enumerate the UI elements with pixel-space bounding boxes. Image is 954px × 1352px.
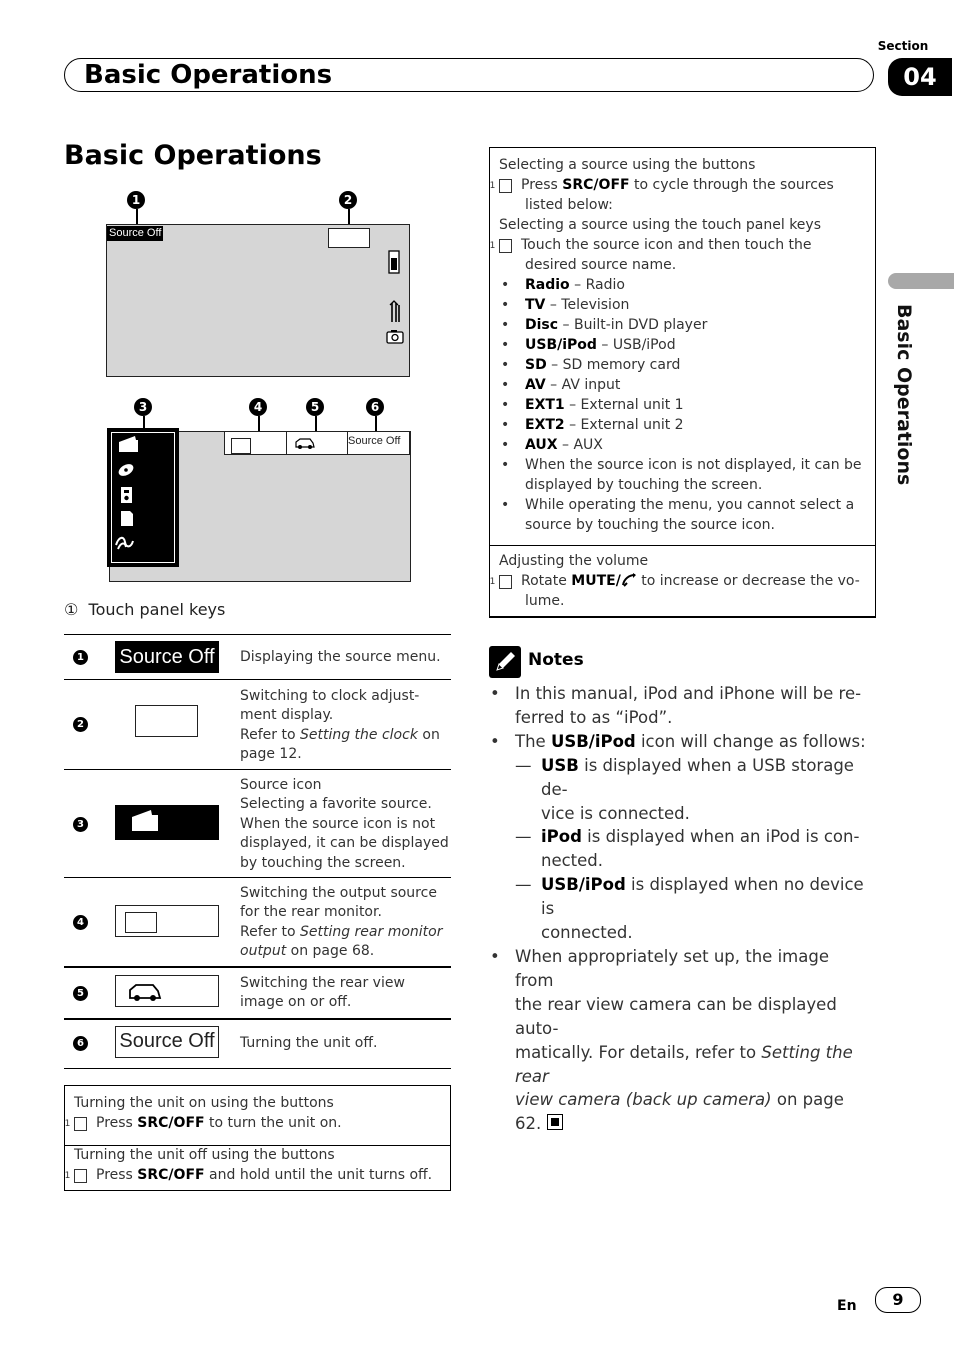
source-item: • EXT1 – External unit 1 bbox=[499, 395, 866, 415]
camera-icon bbox=[387, 330, 403, 343]
figure-caption bbox=[64, 600, 225, 619]
key-row-2 bbox=[64, 679, 451, 770]
key-image-source-off: Source Off bbox=[115, 641, 219, 673]
side-tab-marker bbox=[888, 273, 954, 289]
bottom-key-row bbox=[224, 431, 410, 455]
key-row-1 bbox=[64, 634, 451, 680]
source-buttons-title: Selecting a source using the buttons bbox=[499, 157, 756, 173]
bottom-source-off-key: Source Off bbox=[348, 435, 401, 447]
key-desc: Displaying the source menu. bbox=[240, 649, 441, 665]
callout-1: 1 bbox=[127, 191, 145, 209]
key-number: 2 bbox=[73, 717, 88, 732]
radio-source-icon bbox=[115, 805, 219, 840]
note-subitem: — USB is displayed when a USB storage de- vice is connected. bbox=[489, 754, 869, 826]
key-image-clock bbox=[135, 705, 198, 737]
screen-source-off-key: Source Off bbox=[109, 227, 162, 239]
source-touch-step: 1 Touch the source icon and then touch the desired source name. bbox=[489, 237, 812, 273]
source-note: • While operating the menu, you cannot select a source by touching the source icon. bbox=[499, 495, 866, 535]
power-operation-box bbox=[64, 1085, 451, 1191]
key-desc: Source icon Selecting a favorite source. When the source icon is not displayed, it can be displayed by touching the screen. bbox=[240, 777, 449, 871]
callout-3-pointer bbox=[143, 416, 145, 428]
key-desc: Switching the rear view image on or off. bbox=[240, 975, 405, 1011]
screen-clock-key bbox=[328, 228, 370, 248]
car-icon bbox=[116, 976, 220, 1008]
power-on-title: Turning the unit on using the buttons bbox=[74, 1095, 334, 1111]
note-item: • The USB/iPod icon will change as follows: bbox=[489, 730, 869, 754]
source-item: • AUX – AUX bbox=[499, 435, 866, 455]
source-icons bbox=[111, 432, 175, 563]
aux-source-icon bbox=[116, 538, 133, 549]
power-on-section bbox=[65, 1086, 450, 1146]
key-image-source-icon bbox=[115, 805, 219, 840]
source-item: • SD – SD memory card bbox=[499, 355, 866, 375]
note-item: • In this manual, iPod and iPhone will be re- ferred to as “iPod”. bbox=[489, 682, 869, 730]
source-section bbox=[490, 148, 875, 546]
source-buttons-step: 1 Press SRC/OFF to cycle through the sources listed below: bbox=[489, 177, 834, 213]
source-touch-title: Selecting a source using the touch panel keys bbox=[499, 217, 821, 233]
source-item: • TV – Television bbox=[499, 295, 866, 315]
page-number: 9 bbox=[875, 1287, 921, 1313]
key-number: 3 bbox=[73, 817, 88, 832]
screen-side-icons bbox=[386, 250, 404, 346]
pencil-icon bbox=[489, 646, 521, 678]
section-number: 04 bbox=[888, 58, 952, 96]
source-item: • Disc – Built-in DVD player bbox=[499, 315, 866, 335]
key-image-rear-monitor bbox=[115, 905, 219, 937]
caption-marker: ① bbox=[64, 600, 79, 619]
tools-icon bbox=[390, 301, 399, 322]
language-label: En bbox=[837, 1298, 857, 1314]
callout-2: 2 bbox=[339, 191, 357, 209]
sd-source-icon bbox=[121, 511, 133, 526]
source-item: • EXT2 – External unit 2 bbox=[499, 415, 866, 435]
note-item: • When appropriately set up, the image from the rear view camera can be displayed auto- matically. For details, refer to Setting the rear view camera (back up camera) on page 62. bbox=[489, 945, 869, 1136]
callout-4: 4 bbox=[249, 398, 267, 416]
rear-monitor-key bbox=[225, 432, 287, 454]
usb-source-icon bbox=[121, 487, 132, 503]
car-icon bbox=[287, 432, 347, 454]
end-mark-icon bbox=[547, 1114, 563, 1130]
key-desc: Switching the output source for the rear monitor. Refer to Setting rear monitor output on page 68. bbox=[240, 885, 443, 960]
note-subitem: — iPod is displayed when an iPod is con- nected. bbox=[489, 825, 869, 873]
volume-title: Adjusting the volume bbox=[499, 553, 649, 569]
key-image-source-off: Source Off bbox=[115, 1026, 219, 1058]
key-row-5 bbox=[64, 966, 451, 1020]
key-desc: Turning the unit off. bbox=[240, 1035, 378, 1051]
callout-3: 3 bbox=[134, 398, 152, 416]
key-number: 6 bbox=[73, 1036, 88, 1051]
notes-list bbox=[489, 682, 869, 1136]
volume-knob-icon bbox=[621, 573, 637, 587]
caption-text: Touch panel keys bbox=[88, 600, 226, 619]
key-image-rear-view bbox=[115, 975, 219, 1007]
callout-1-pointer bbox=[136, 209, 138, 225]
notes-icon bbox=[489, 646, 521, 678]
source-note: • When the source icon is not displayed, it can be displayed by touching the screen. bbox=[499, 455, 866, 495]
callout-5: 5 bbox=[306, 398, 324, 416]
power-off-title: Turning the unit off using the buttons bbox=[74, 1147, 335, 1163]
source-item: • USB/iPod – USB/iPod bbox=[499, 335, 866, 355]
side-tab-label: Basic Operations bbox=[893, 304, 915, 486]
power-off-step: 1 Press SRC/OFF and hold until the unit turns off. bbox=[64, 1167, 433, 1183]
key-desc: Switching to clock adjust- ment display. Refer to Setting the clock on page 12. bbox=[240, 688, 440, 763]
volume-step: 1 Rotate MUTE/ to increase or decrease the vo- lume. bbox=[489, 573, 860, 609]
source-item: • Radio – Radio bbox=[499, 275, 866, 295]
notes-title: Notes bbox=[528, 650, 584, 670]
key-row-4 bbox=[64, 877, 451, 967]
note-subitem: — USB/iPod is displayed when no device is connected. bbox=[489, 873, 869, 945]
key-row-3 bbox=[64, 769, 451, 878]
page-heading: Basic Operations bbox=[64, 140, 322, 171]
key-number: 5 bbox=[73, 986, 88, 1001]
radio-source-icon bbox=[119, 436, 138, 452]
key-number: 1 bbox=[73, 650, 88, 665]
source-icon-panel bbox=[107, 428, 179, 567]
source-selection-box bbox=[489, 147, 876, 618]
source-item: • AV – AV input bbox=[499, 375, 866, 395]
volume-section bbox=[490, 545, 875, 611]
header-title: Basic Operations bbox=[84, 60, 333, 90]
key-row-6 bbox=[64, 1018, 451, 1069]
callout-6: 6 bbox=[366, 398, 384, 416]
section-label: Section bbox=[877, 39, 929, 53]
power-on-step: 1 Press SRC/OFF to turn the unit on. bbox=[64, 1115, 342, 1131]
key-number: 4 bbox=[73, 915, 88, 930]
rear-view-key bbox=[287, 432, 348, 454]
power-off-section bbox=[65, 1138, 450, 1185]
